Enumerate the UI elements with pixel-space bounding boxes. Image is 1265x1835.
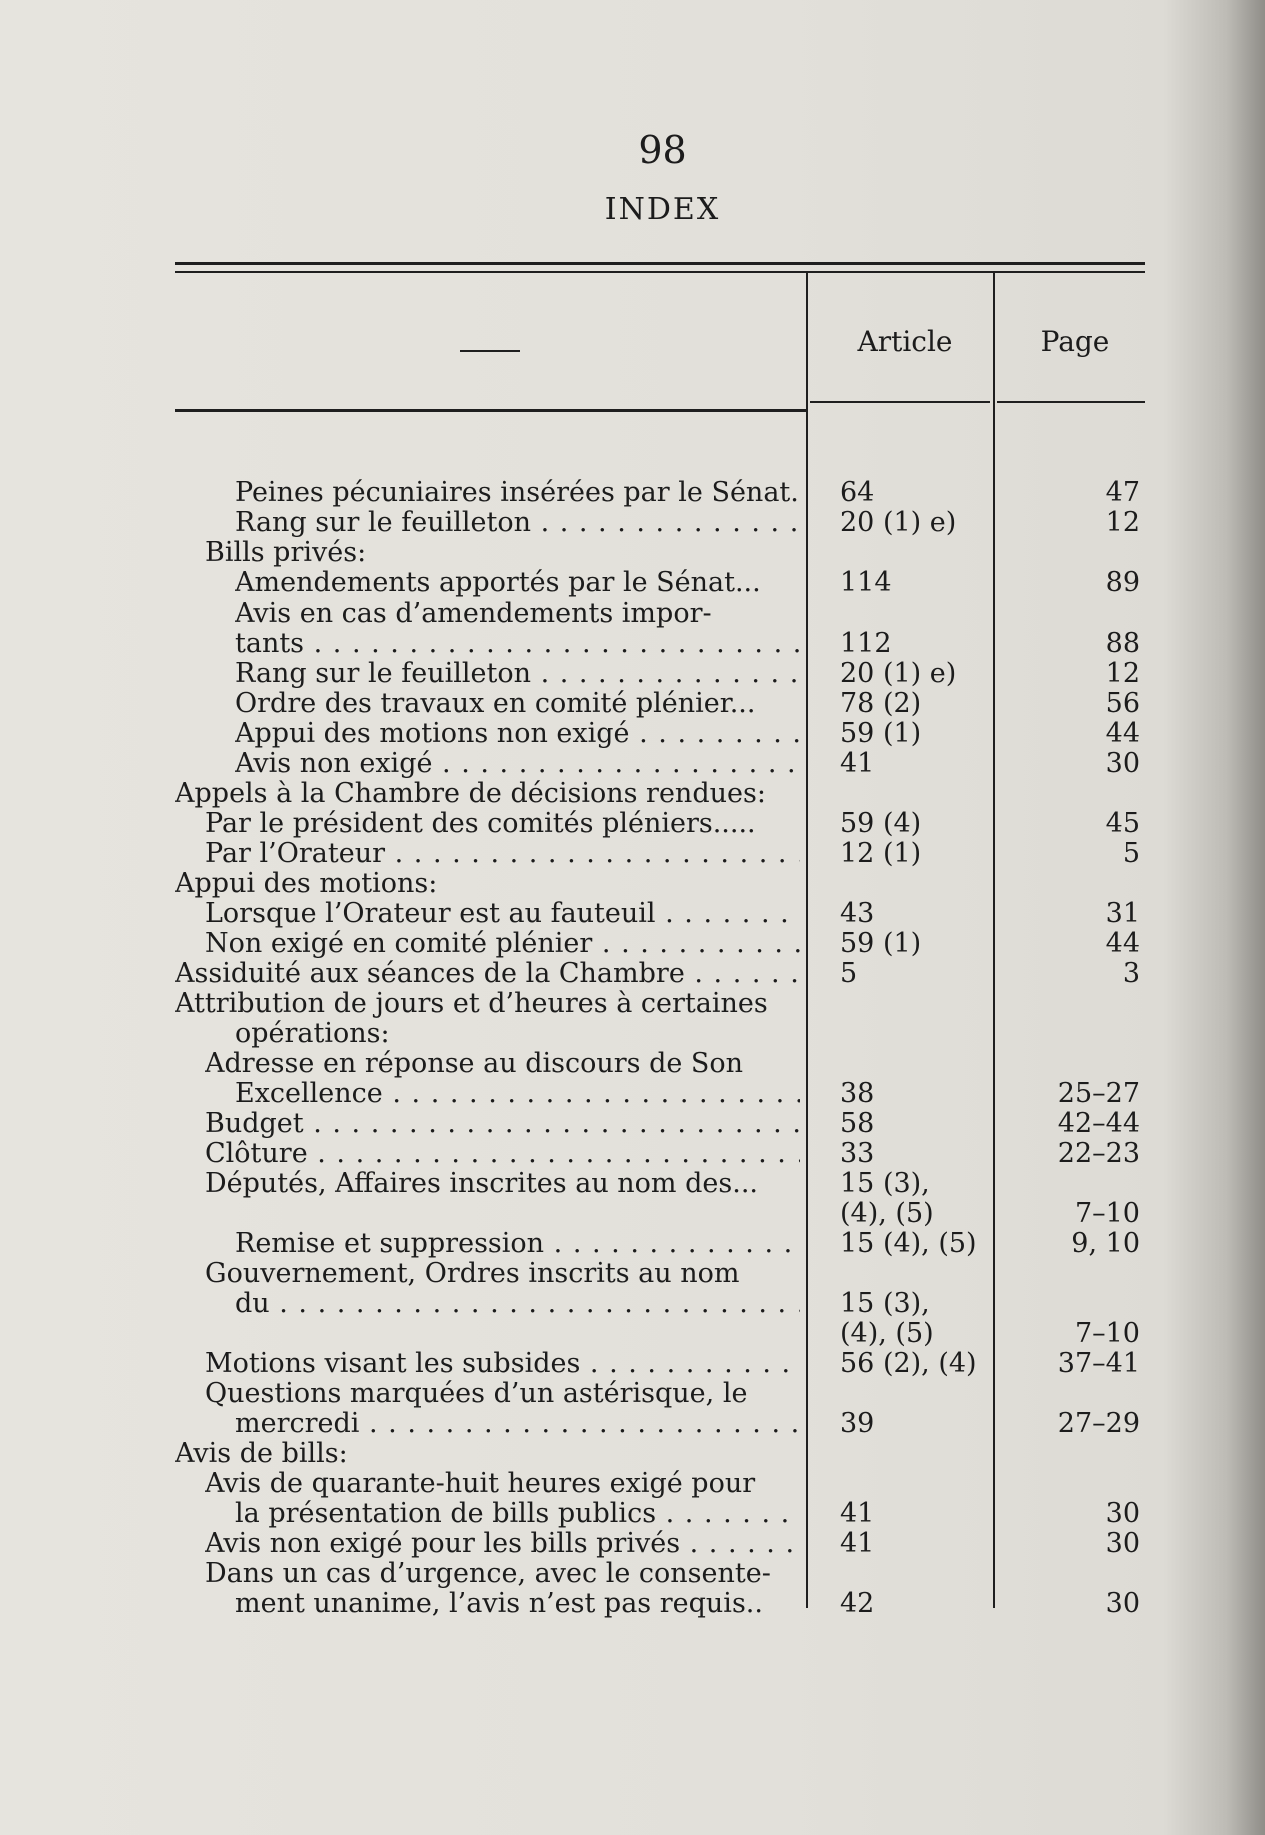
index-entry-text	[235, 1289, 800, 1319]
index-entry-text	[205, 538, 800, 568]
entry-label: opérations:	[235, 1019, 390, 1049]
index-entry-text	[235, 1019, 800, 1049]
entry-label: Non exigé en comité plénier . . .	[205, 929, 800, 959]
article-ref: 43	[840, 898, 875, 929]
entry-label: la présentation de bills publics . . .	[235, 1499, 800, 1529]
entry-label: Appels à la Chambre de décisions rendues:	[175, 779, 766, 809]
entry-label: Gouvernement, Ordres inscrits au nom	[205, 1259, 740, 1289]
index-entry-text	[235, 689, 800, 719]
page-ref: 27–29	[1057, 1408, 1140, 1439]
header-rule-left	[175, 409, 807, 412]
index-entry-text	[205, 809, 800, 839]
article-ref: 64	[840, 477, 875, 508]
index-entry-text	[235, 1079, 800, 1109]
article-ref: 59 (4)	[840, 808, 922, 839]
article-ref: 41	[840, 1528, 875, 1559]
entry-label: Peines pécuniaires insérées par le Sénat.	[235, 478, 799, 508]
page-ref: 42–44	[1057, 1108, 1140, 1139]
page-ref: 7–10	[1074, 1318, 1140, 1349]
index-entry-text	[235, 659, 800, 689]
entry-label: Avis en cas d’amendements impor-	[235, 599, 712, 629]
page-ref: 12	[1105, 658, 1140, 689]
index-entry-text	[205, 839, 800, 869]
entry-label: mercredi . . .	[235, 1409, 800, 1439]
index-entry-text	[175, 989, 800, 1019]
page-ref: 3	[1122, 958, 1140, 989]
article-ref: 114	[840, 567, 892, 598]
article-ref: 20 (1) e)	[840, 658, 957, 689]
index-entry-text	[235, 749, 800, 779]
page-ref: 25–27	[1057, 1078, 1140, 1109]
index-entry-text	[175, 959, 800, 989]
index-entry-text	[205, 1259, 800, 1289]
entry-label: Motions visant les subsides . . .	[205, 1349, 800, 1379]
entry-label: Avis non exigé pour les bills privés . . .	[205, 1529, 800, 1559]
article-column-header: Article	[857, 325, 953, 358]
article-ref: 42	[840, 1588, 875, 1619]
article-ref: 15 (3),	[840, 1288, 930, 1319]
entry-label: Amendements apportés par le Sénat...	[235, 568, 761, 598]
page-ref: 45	[1105, 808, 1140, 839]
index-entry-text	[235, 599, 800, 629]
index-entry-text	[205, 1139, 800, 1169]
index-entry-text	[175, 1439, 800, 1469]
top-rule-thin	[175, 271, 1145, 273]
article-ref: 78 (2)	[840, 688, 922, 719]
index-entry-text	[205, 1169, 800, 1199]
entry-label: Bills privés:	[205, 538, 367, 568]
index-entry-text	[235, 1409, 800, 1439]
entry-label: Budget . . .	[205, 1109, 800, 1139]
article-ref: 56 (2), (4)	[840, 1348, 977, 1379]
entry-label: Clôture . . .	[205, 1139, 800, 1169]
index-entry-text	[235, 1499, 800, 1529]
index-entry-text	[235, 1589, 800, 1619]
entry-label: Assiduité aux séances de la Chambre . . .	[175, 959, 800, 989]
index-entry-text	[235, 508, 800, 538]
entry-label: Par le président des comités pléniers.....	[205, 809, 756, 839]
page-ref: 44	[1105, 928, 1140, 959]
article-ref: (4), (5)	[840, 1198, 934, 1229]
subject-column-dash	[460, 350, 520, 352]
page-number: 98	[638, 128, 687, 172]
top-rule-thick	[175, 262, 1145, 265]
page-ref: 5	[1122, 838, 1140, 869]
entry-label: Avis de bills:	[175, 1439, 348, 1469]
article-ref: (4), (5)	[840, 1318, 934, 1349]
column-rule-left	[806, 273, 808, 1608]
entry-label: Attribution de jours et d’heures à certaines	[175, 989, 768, 1019]
entry-label: Adresse en réponse au discours de Son	[205, 1049, 744, 1079]
page-ref: 44	[1105, 718, 1140, 749]
entry-label: Rang sur le feuilleton . . .	[235, 508, 800, 538]
page-ref: 30	[1105, 1528, 1140, 1559]
article-ref: 41	[840, 748, 875, 779]
entry-label: Avis de quarante-huit heures exigé pour	[205, 1469, 756, 1499]
article-ref: 15 (4), (5)	[840, 1228, 977, 1259]
article-ref: 12 (1)	[840, 838, 922, 869]
entry-label: Avis non exigé . . .	[235, 749, 800, 779]
index-entry-text	[175, 779, 800, 809]
header-rule-mid	[810, 401, 990, 403]
page-ref: 88	[1105, 628, 1140, 659]
article-ref: 33	[840, 1138, 875, 1169]
page-ref: 37–41	[1057, 1348, 1140, 1379]
entry-label: tants . . .	[235, 629, 800, 659]
entry-label: Excellence . . .	[235, 1079, 800, 1109]
index-entry-text	[175, 869, 800, 899]
entry-label: Rang sur le feuilleton . . .	[235, 659, 800, 689]
index-entry-text	[205, 1349, 800, 1379]
article-ref: 59 (1)	[840, 928, 922, 959]
entry-label: Appui des motions:	[175, 869, 438, 899]
article-ref: 58	[840, 1108, 875, 1139]
column-rule-right	[993, 273, 995, 1608]
page-ref: 9, 10	[1071, 1228, 1140, 1259]
article-ref: 15 (3),	[840, 1168, 930, 1199]
index-entry-text	[205, 899, 800, 929]
page-ref: 47	[1105, 477, 1140, 508]
index-entry-text	[205, 929, 800, 959]
page-ref: 56	[1105, 688, 1140, 719]
header-rule-right	[997, 401, 1145, 403]
article-ref: 5	[840, 958, 858, 989]
index-entry-text	[205, 1109, 800, 1139]
page-ref: 89	[1105, 567, 1140, 598]
index-entry-text	[235, 568, 800, 598]
index-entry-text	[235, 629, 800, 659]
page-ref: 12	[1105, 507, 1140, 538]
entry-label: Appui des motions non exigé . . .	[235, 719, 800, 749]
article-ref: 38	[840, 1078, 875, 1109]
entry-label: Par l’Orateur . . .	[205, 839, 800, 869]
article-ref: 39	[840, 1408, 875, 1439]
page-ref: 30	[1105, 748, 1140, 779]
entry-label: Questions marquées d’un astérisque, le	[205, 1379, 748, 1409]
page-ref: 22–23	[1057, 1138, 1140, 1169]
index-entry-text	[205, 1559, 800, 1589]
page-ref: 30	[1105, 1588, 1140, 1619]
entry-label: Lorsque l’Orateur est au fauteuil . . .	[205, 899, 800, 929]
index-entry-text	[235, 1229, 800, 1259]
index-entry-text	[205, 1379, 800, 1409]
entry-label: Remise et suppression . . .	[235, 1229, 800, 1259]
index-entry-text	[235, 478, 800, 508]
index-entry-text	[205, 1049, 800, 1079]
index-title: INDEX	[604, 192, 721, 227]
entry-label: ment unanime, l’avis n’est pas requis..	[235, 1589, 763, 1619]
article-ref: 59 (1)	[840, 718, 922, 749]
article-ref: 41	[840, 1498, 875, 1529]
article-ref: 20 (1) e)	[840, 507, 957, 538]
page-ref: 30	[1105, 1498, 1140, 1529]
page-ref: 31	[1105, 898, 1140, 929]
page-column-header: Page	[1040, 325, 1110, 358]
entry-label: du . . .	[235, 1289, 800, 1319]
entry-label: Dans un cas d’urgence, avec le consente-	[205, 1559, 771, 1589]
index-entry-text	[235, 719, 800, 749]
index-entry-text	[205, 1469, 800, 1499]
entry-label: Députés, Affaires inscrites au nom des...	[205, 1169, 758, 1199]
entry-label: Ordre des travaux en comité plénier...	[235, 689, 756, 719]
article-ref: 112	[840, 628, 892, 659]
page-ref: 7–10	[1074, 1198, 1140, 1229]
index-entry-text	[205, 1529, 800, 1559]
